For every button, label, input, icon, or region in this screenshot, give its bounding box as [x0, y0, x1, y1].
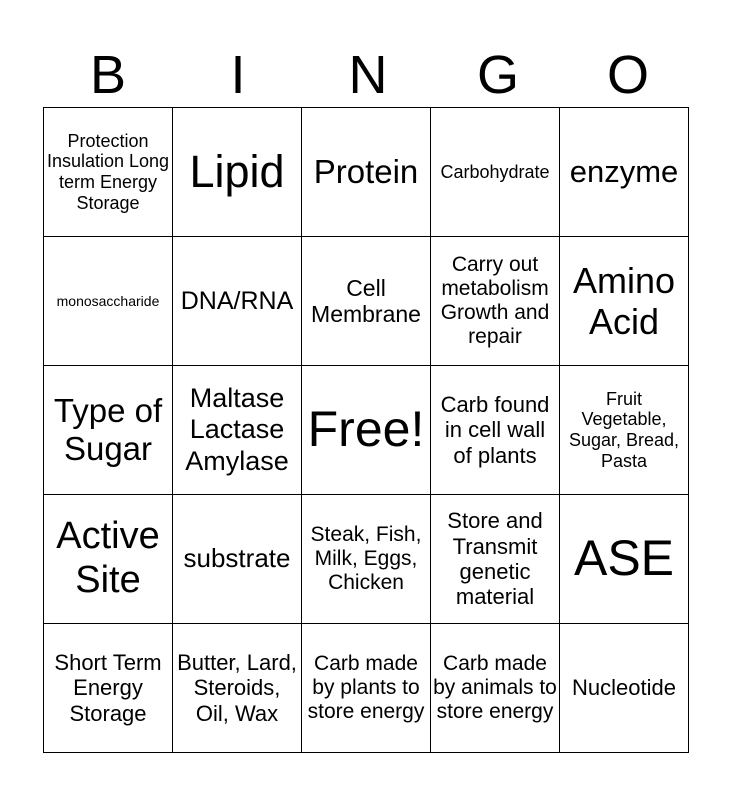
- bingo-cell: Lipid: [173, 108, 302, 237]
- bingo-cell: Steak, Fish, Milk, Eggs, Chicken: [302, 495, 431, 624]
- header-letter-n: N: [348, 45, 388, 105]
- bingo-cell: Type of Sugar: [44, 366, 173, 495]
- header-letter-b: B: [89, 45, 127, 105]
- bingo-cell: Maltase Lactase Amylase: [173, 366, 302, 495]
- board-row: [44, 237, 689, 366]
- bingo-cell: Carry out metabolism Growth and repair: [431, 237, 560, 366]
- header-letter-g: G: [476, 45, 519, 105]
- bingo-cell: monosaccharide: [44, 237, 173, 366]
- board-row: [44, 624, 689, 753]
- bingo-cell: Short Term Energy Storage: [44, 624, 173, 753]
- bingo-cell: Protection Insulation Long term Energy Storage: [44, 108, 173, 237]
- free-cell: Free!: [302, 366, 431, 495]
- bingo-cell: Cell Membrane: [302, 237, 431, 366]
- bingo-cell: Protein: [302, 108, 431, 237]
- board-row: [44, 495, 689, 624]
- bingo-cell: Active Site: [44, 495, 173, 624]
- bingo-cell: Amino Acid: [560, 237, 689, 366]
- board-row: [44, 366, 689, 495]
- bingo-cell: Carb found in cell wall of plants: [431, 366, 560, 495]
- header-letter-o: O: [606, 45, 649, 105]
- bingo-cell: Carbohydrate: [431, 108, 560, 237]
- bingo-cell: Store and Transmit genetic material: [431, 495, 560, 624]
- bingo-cell: Butter, Lard, Steroids, Oil, Wax: [173, 624, 302, 753]
- bingo-cell: Carb made by animals to store energy: [431, 624, 560, 753]
- bingo-cell: ASE: [560, 495, 689, 624]
- bingo-cell: substrate: [173, 495, 302, 624]
- board-row: [44, 108, 689, 237]
- bingo-board: [43, 107, 689, 753]
- bingo-header: [43, 42, 693, 108]
- bingo-cell: Nucleotide: [560, 624, 689, 753]
- header-letter-i: I: [230, 45, 246, 105]
- bingo-cell: Fruit Vegetable, Sugar, Bread, Pasta: [560, 366, 689, 495]
- bingo-cell: DNA/RNA: [173, 237, 302, 366]
- bingo-cell: Carb made by plants to store energy: [302, 624, 431, 753]
- bingo-cell: enzyme: [560, 108, 689, 237]
